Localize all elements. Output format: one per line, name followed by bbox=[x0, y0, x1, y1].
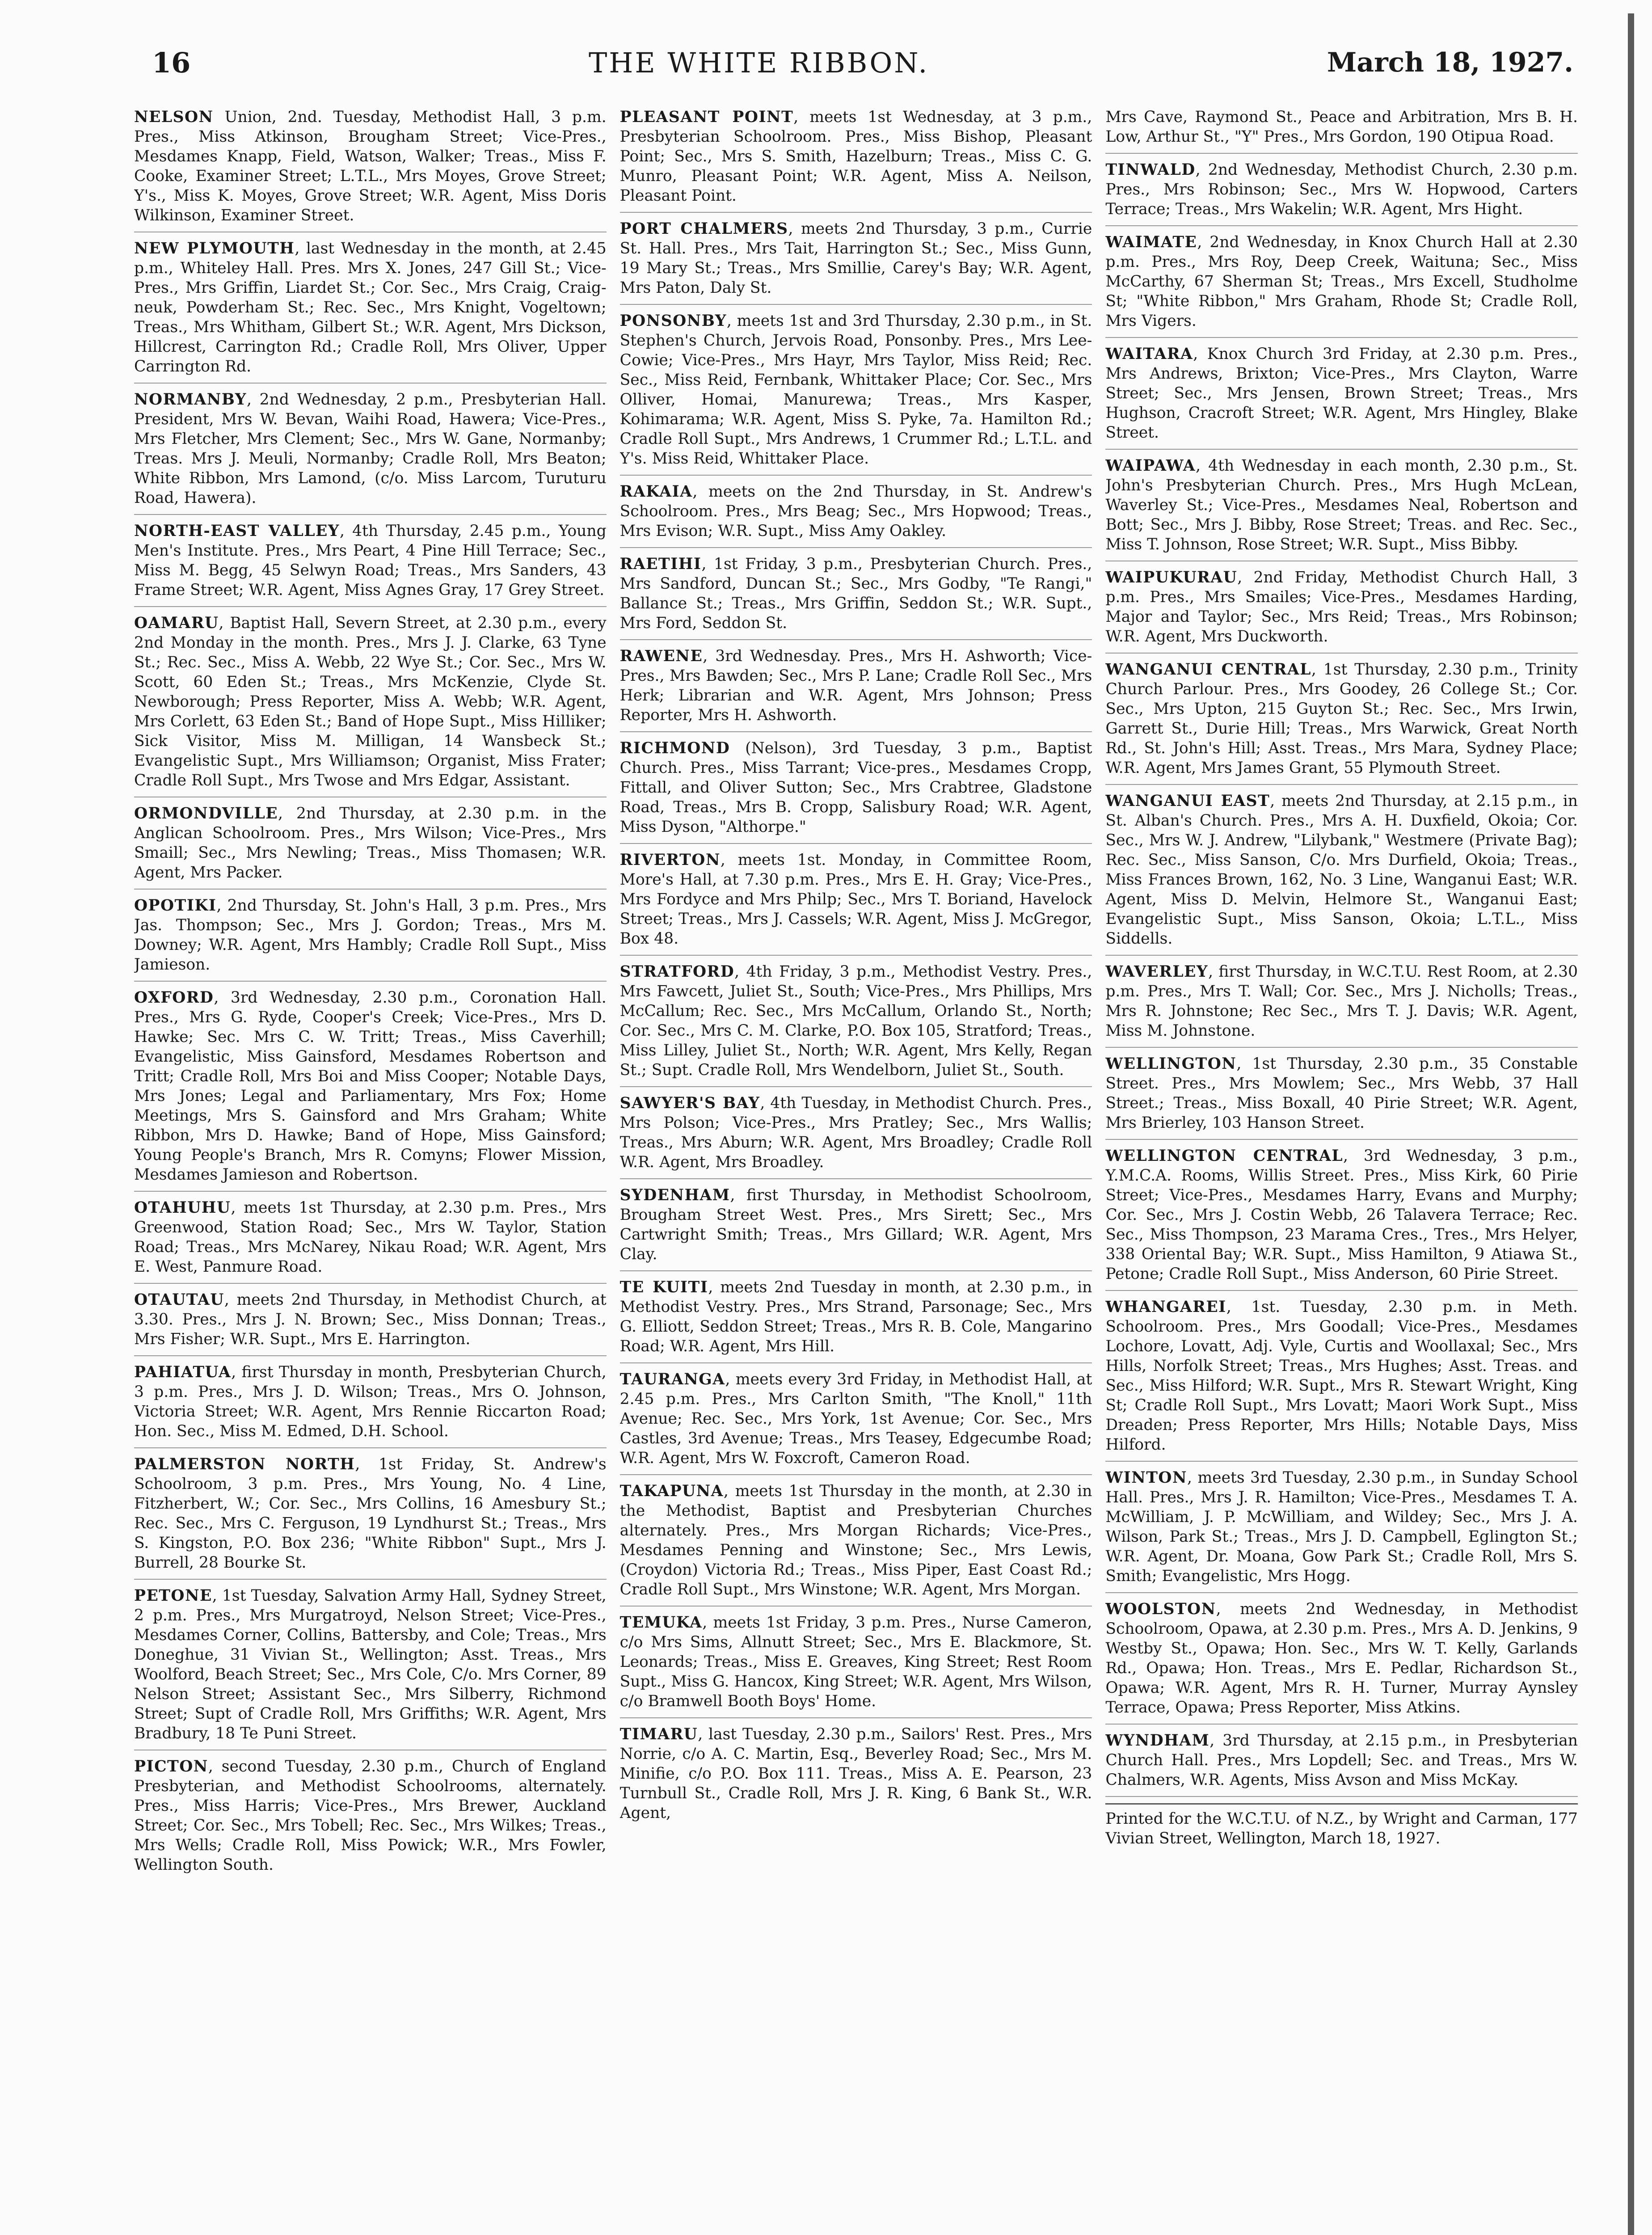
branch-name: NORTH-EAST VALLEY bbox=[134, 522, 340, 540]
branch-name: PONSONBY bbox=[620, 312, 727, 330]
branch-name: TE KUITI bbox=[620, 1278, 708, 1296]
branch-name: NELSON bbox=[134, 108, 214, 126]
branch-entry bbox=[134, 107, 607, 232]
branch-details: , 3rd Wednesday, 3 p.m., Y.M.C.A. Rooms, Willis Street. Pres., Miss Kirk, 60 Pirie Street; Vice-Pres., Mesdames Harry, Evans and Murphy; Cor. Sec., Mrs J. Costin Webb, 26 Talavera Terrace; Rec. Sec., Miss Thompson, 23 Marama Cres., Tres., Mrs Helyer, 338 Oriental Bay; W.R. Supt., Miss Hamilton, 9 Atiawa St., Petone; Cradle Roll Supt., Miss Anderson, 60 Pirie Street. bbox=[1105, 1147, 1578, 1283]
branch-details: , first Thursday, in W.C.T.U. Rest Room, at 2.30 p.m. Pres., Mrs T. Wall; Cor. Sec., Mrs J. Nicholls; Treas., Mrs R. Johnstone; Rec Sec., Mrs T. J. Davis; W.R. Agent, Miss M. Johnstone. bbox=[1105, 963, 1578, 1040]
branch-details: , 1st Thursday, 2.30 p.m., Trinity Church Parlour. Pres., Mrs Goodey, 26 College St.; Cor. Sec., Mrs Upton, 215 Guyton St.; Rec. Sec., Mrs Irwin, Garrett St., Durie Hill; Treas., Mrs Warwick, Great North Rd., St. John's Hill; Asst. Treas., Mrs Mara, Sydney Place; W.R. Agent, Mrs James Grant, 55 Plymouth Street. bbox=[1105, 661, 1578, 777]
branch-details: , meets 1st Thursday, at 2.30 p.m. Pres., Mrs Greenwood, Station Road; Sec., Mrs W. Taylor, Station Road; Treas., Mrs McNarey, Nikau Road; W.R. Agent, Mrs E. West, Panmure Road. bbox=[134, 1199, 607, 1276]
branch-details: , 4th Friday, 3 p.m., Methodist Vestry. Pres., Mrs Fawcett, Juliet St., South; Vice-Pres., Mrs Phillips, Mrs McCallum; Rec. Sec., Mrs McCallum, Orlando St., North; Cor. Sec., Mrs C. M. Clarke, P.O. Box 105, Stratford; Treas., Miss Lilley, Juliet St., North; W.R. Agent, Mrs Kelly, Regan St.; Supt. Cradle Roll, Mrs Wendelborn, Juliet St., South. bbox=[620, 963, 1092, 1079]
branch-entry bbox=[1105, 107, 1578, 154]
branch-details: , 1st Friday, 3 p.m., Presbyterian Church. Pres., Mrs Sandford, Duncan St.; Sec., Mrs Godby, "Te Rangi," Ballance St.; Treas., Mrs Griffin, Seddon St.; W.R. Supt., Mrs Ford, Seddon St. bbox=[620, 555, 1092, 632]
branch-name: SYDENHAM bbox=[620, 1186, 730, 1204]
branch-details: , 4th Wednesday in each month, 2.30 p.m., St. John's Presbyterian Church. Pres., Mrs Hugh McLean, Waverley St.; Vice-Pres., Mesdames Neal, Robertson and Bott; Sec., Mrs J. Bibby, Rose Street; Treas. and Rec. Sec., Miss T. Johnson, Rose Street; W.R. Supt., Miss Bibby. bbox=[1105, 457, 1578, 553]
branch-entry bbox=[134, 1757, 607, 1881]
branch-details: , meets 1st Thursday in the month, at 2.30 in the Methodist, Baptist and Presbyterian Churches alternately. Pres., Mrs Morgan Richards; Vice-Pres., Mesdames Penning and Winstone; Sec., Mrs Lewis, (Croydon) Victoria Rd.; Treas., Miss Piper, East Coast Rd.; Cradle Roll Supt., Mrs Winstone; W.R. Agent, Mrs Morgan. bbox=[620, 1482, 1092, 1598]
page-number: 16 bbox=[152, 46, 191, 79]
branch-details: , 2nd Thursday, at 2.30 p.m. in the Anglican Schoolroom. Pres., Mrs Wilson; Vice-Pres., Mrs Smaill; Sec., Mrs Newling; Treas., Miss Thomasen; W.R. Agent, Mrs Packer. bbox=[134, 805, 607, 881]
branch-entry bbox=[1105, 660, 1578, 785]
branch-name: RAETIHI bbox=[620, 555, 702, 573]
branch-name: PETONE bbox=[134, 1587, 212, 1605]
branch-name: OPOTIKI bbox=[134, 897, 217, 915]
branch-entry bbox=[1105, 456, 1578, 561]
branch-details: , meets 2nd Thursday, in Methodist Church, at 3.30. Pres., Mrs J. N. Brown; Sec., Miss Donnan; Treas., Mrs Fisher; W.R. Supt., Mrs E. Harrington. bbox=[134, 1291, 607, 1348]
branch-details: , 1st. Tuesday, 2.30 p.m. in Meth. Schoolroom. Pres., Mrs Goodall; Vice-Pres., Mesdames Lochore, Lovatt, Adj. Vyle, Curtis and Woollaxal; Sec., Mrs Hills, Norfolk Street; Treas., Mrs Hughes; Asst. Treas. and Sec., Miss Hilford; W.R. Supt., Mrs R. Stewart Wright, King St; Cradle Roll Supt., Mrs Lovatt; Maori Work Supt., Miss Dreaden; Press Reporter, Mrs Hills; Notable Days, Miss Hilford. bbox=[1105, 1298, 1578, 1454]
branch-details: , 2nd Wednesday, in Knox Church Hall at 2.30 p.m. Pres., Mrs Roy, Deep Creek, Waituna; Sec., Miss McCarthy, 67 Sherman St; Treas., Mrs Excell, Studholme St; "White Ribbon," Mrs Graham, Rhode St; Cradle Roll, Mrs Vigers. bbox=[1105, 233, 1578, 330]
branch-entry bbox=[134, 613, 607, 797]
branch-name: WAVERLEY bbox=[1105, 963, 1209, 981]
branch-name: NEW PLYMOUTH bbox=[134, 240, 295, 257]
branch-name: WOOLSTON bbox=[1105, 1600, 1216, 1618]
branch-name: OTAHUHU bbox=[134, 1199, 231, 1217]
branch-entry bbox=[134, 1362, 607, 1448]
branch-details: , meets 1st and 3rd Thursday, 2.30 p.m., in St. Stephen's Church, Jervois Road, Ponsonby. Pres., Mrs Lee-Cowie; Vice-Pres., Mrs Hayr, Mrs Taylor, Miss Reid; Rec. Sec., Miss Reid, Fernbank, Whittaker Place; Cor. Sec., Mrs Olliver, Homai, Manurewa; Treas., Mrs Kasper, Kohimarama; W.R. Agent, Miss S. Pyke, 7a. Hamilton Rd.; Cradle Roll Supt., Mrs Andrews, 1 Crummer Rd.; L.T.L. and Y's. Miss Reid, Whittaker Place. bbox=[620, 312, 1092, 468]
branch-name: WANGANUI EAST bbox=[1105, 792, 1270, 810]
branch-details: , first Thursday in month, Presbyterian Church, 3 p.m. Pres., Mrs J. D. Wilson; Treas., Mrs O. Johnson, Victoria Street; W.R. Agent, Mrs Rennie Riccarton Road; Hon. Sec., Miss M. Edmed, D.H. School. bbox=[134, 1363, 607, 1440]
branch-details: , meets 2nd Thursday, 3 p.m., Currie St. Hall. Pres., Mrs Tait, Harrington St.; Sec., Miss Gunn, 19 Mary St.; Treas., Mrs Smillie, Carey's Bay; W.R. Agent, Mrs Paton, Daly St. bbox=[620, 220, 1092, 297]
branch-entry bbox=[1105, 1468, 1578, 1593]
branch-details: , meets 2nd Wednesday, in Methodist Schoolroom, Opawa, at 2.30 p.m. Pres., Mrs A. D. Jenkins, 9 Westby St., Opawa; Hon. Sec., Mrs W. T. Kelly, Garlands Rd., Opawa; Hon. Treas., Mrs E. Pedlar, Richardson St., Opawa; W.R. Agent, Mrs R. H. Turner, Murray Aynsley Terrace, Opawa; Press Reporter, Miss Atkins. bbox=[1105, 1600, 1578, 1716]
branch-details: , Knox Church 3rd Friday, at 2.30 p.m. Pres., Mrs Andrews, Brixton; Vice-Pres., Mrs Clayton, Warre Street; Sec., Mrs Jensen, Brown Street; Treas., Mrs Hughson, Cracroft Street; W.R. Agent, Mrs Hingley, Blake Street. bbox=[1105, 345, 1578, 442]
branch-entry bbox=[134, 239, 607, 384]
branch-name: PLEASANT POINT bbox=[620, 108, 794, 126]
branch-entry bbox=[620, 1613, 1092, 1718]
directory-columns bbox=[134, 107, 1578, 2235]
branch-details: , meets 3rd Tuesday, 2.30 p.m., in Sunday School Hall. Pres., Mrs J. R. Hamilton; Vice-Pres., Mesdames T. A. McWilliam, J. P. McWilliam, and Wildey; Sec., Mrs J. A. Wilson, Park St.; Treas., Mrs J. D. Campbell, Eglington St.; W.R. Agent, Dr. Moana, Gow Park St.; Cradle Roll, Mrs S. Smith; Evangelistic, Mrs Hogg. bbox=[1105, 1469, 1578, 1585]
branch-entry bbox=[620, 1278, 1092, 1363]
branch-name: TEMUKA bbox=[620, 1614, 703, 1632]
branch-entry bbox=[620, 554, 1092, 640]
branch-entry bbox=[1105, 1297, 1578, 1462]
printer-imprint: Printed for the W.C.T.U. of N.Z., by Wright and Carman, 177 Vivian Street, Wellington, March 18, 1927. bbox=[1105, 1803, 1578, 1848]
branch-details: , 2nd Friday, Methodist Church Hall, 3 p.m. Pres., Mrs Smailes; Vice-Pres., Mesdames Harding, Major and Taylor; Sec., Mrs Reid; Treas., Mrs Robinson; W.R. Agent, Mrs Duckworth. bbox=[1105, 569, 1578, 645]
branch-name: TAKAPUNA bbox=[620, 1482, 724, 1500]
branch-entry bbox=[1105, 962, 1578, 1048]
branch-details: , meets 1st Friday, 3 p.m. Pres., Nurse Cameron, c/o Mrs Sims, Allnutt Street; Sec., Mrs E. Blackmore, St. Leonards; Treas., Miss E. Greaves, King Street; Rest Room Supt., Miss G. Hancox, King Street; W.R. Agent, Mrs Wilson, c/o Bramwell Booth Boys' Home. bbox=[620, 1614, 1092, 1710]
branch-name: WAIPUKURAU bbox=[1105, 569, 1238, 586]
branch-name: RAKAIA bbox=[620, 483, 693, 501]
branch-entry bbox=[1105, 160, 1578, 226]
branch-entry bbox=[1105, 1054, 1578, 1140]
branch-name: WANGANUI CENTRAL bbox=[1105, 661, 1311, 679]
branch-entry bbox=[1105, 232, 1578, 338]
branch-details: , last Tuesday, 2.30 p.m., Sailors' Rest. Pres., Mrs Norrie, c/o A. C. Martin, Esq., Beverley Road; Sec., Mrs M. Minifie, c/o P.O. Box 111. Treas., Miss A. E. Pearson, 23 Turnbull St., Cradle Roll, Mrs J. R. King, 6 Bank St., W.R. Agent, bbox=[620, 1725, 1092, 1822]
branch-entry bbox=[134, 896, 607, 982]
branch-name: TIMARU bbox=[620, 1725, 698, 1743]
branch-details: , first Thursday, in Methodist Schoolroom, Brougham Street West. Pres., Mrs Sirett; Sec., Mrs Cartwright Smith; Treas., Mrs Gillard; W.R. Agent, Mrs Clay. bbox=[620, 1186, 1092, 1263]
branch-details: , meets 2nd Thursday, at 2.15 p.m., in St. Alban's Church. Pres., Mrs A. H. Duxfield, Okoia; Cor. Sec., Mrs W. J. Andrew, "Lilybank," Westmere (Private Bag); Rec. Sec., Miss Sanson, C/o. Mrs Durfield, Okoia; Treas., Miss Frances Brown, 162, No. 3 Line, Wanganui East; W.R. Agent, Miss D. Melvin, Helmore St., Wanganui East; Evangelistic Supt., Miss Sanson, Okoia; L.T.L., Miss Siddells. bbox=[1105, 792, 1578, 948]
branch-entry bbox=[134, 390, 607, 515]
branch-entry bbox=[620, 738, 1092, 844]
column-1 bbox=[134, 107, 607, 2235]
branch-entry bbox=[620, 850, 1092, 956]
branch-details: , 2nd Wednesday, Methodist Church, 2.30 p.m. Pres., Mrs Robinson; Sec., Mrs W. Hopwood, Carters Terrace; Treas., Mrs Wakelin; W.R. Agent, Mrs Hight. bbox=[1105, 161, 1578, 218]
branch-details: , 1st Friday, St. Andrew's Schoolroom, 3 p.m. Pres., Mrs Young, No. 4 Line, Fitzherbert, W.; Cor. Sec., Mrs Collins, 16 Amesbury St.; Rec. Sec., Mrs C. Ferguson, 19 Lyndhurst St.; Treas., Mrs S. Kingston, P.O. Box 236; "White Ribbon" Supt., Mrs J. Burrell, 28 Bourke St. bbox=[134, 1455, 607, 1572]
branch-name: ORMONDVILLE bbox=[134, 805, 278, 822]
branch-entry bbox=[620, 1093, 1092, 1179]
branch-name: PORT CHALMERS bbox=[620, 220, 788, 238]
branch-entry bbox=[620, 1370, 1092, 1475]
branch-entry bbox=[1105, 1599, 1578, 1725]
branch-details: , meets on the 2nd Thursday, in St. Andrew's Schoolroom. Pres., Mrs Beag; Sec., Mrs Hopwood; Treas., Mrs Evison; W.R. Supt., Miss Amy Oakley. bbox=[620, 483, 1092, 540]
branch-name: TAURANGA bbox=[620, 1371, 725, 1388]
branch-name: OXFORD bbox=[134, 989, 214, 1007]
branch-details: , 4th Tuesday, in Methodist Church. Pres., Mrs Polson; Vice-Pres., Mrs Pratley; Sec., Mrs Wallis; Treas., Mrs Aburn; W.R. Agent, Mrs Broadley; Cradle Roll W.R. Agent, Mrs Broadley. bbox=[620, 1094, 1092, 1171]
branch-name: OAMARU bbox=[134, 614, 219, 632]
branch-entry bbox=[620, 311, 1092, 476]
branch-entry bbox=[620, 482, 1092, 548]
branch-details: (Nelson), 3rd Tuesday, 3 p.m., Baptist Church. Pres., Miss Tarrant; Vice-pres., Mesdames Cropp, Fittall, and Oliver Sutton; Sec., Mrs Crabtree, Gladstone Road, Treas., Mrs B. Cropp, Salisbury Road; W.R. Agent, Miss Dyson, "Althorpe." bbox=[620, 739, 1092, 836]
branch-entry bbox=[620, 107, 1092, 213]
branch-entry bbox=[620, 1185, 1092, 1271]
branch-name: SAWYER'S BAY bbox=[620, 1094, 760, 1112]
branch-details: , 1st Thursday, 2.30 p.m., 35 Constable Street. Pres., Mrs Mowlem; Sec., Mrs Webb, 37 Hall Street.; Treas., Miss Boxall, 40 Pirie Street; W.R. Agent, Mrs Brierley, 103 Hanson Street. bbox=[1105, 1055, 1578, 1132]
branch-details: , 2nd Wednesday, 2 p.m., Presbyterian Hall. President, Mrs W. Bevan, Waihi Road, Hawera; Vice-Pres., Mrs Fletcher, Mrs Clement; Sec., Mrs W. Gane, Normanby; Treas. Mrs J. Meuli, Normanby; Cradle Roll, Mrs Beaton; White Ribbon, Mrs Lamond, (c/o. Miss Larcom, Turuturu Road, Hawera). bbox=[134, 391, 607, 507]
branch-entry bbox=[1105, 1731, 1578, 1797]
page-edge-right bbox=[1628, 13, 1634, 2235]
branch-entry bbox=[620, 962, 1092, 1087]
branch-entry bbox=[134, 1455, 607, 1580]
branch-entry bbox=[134, 1198, 607, 1284]
branch-details: , 3rd Thursday, at 2.15 p.m., in Presbyterian Church Hall. Pres., Mrs Lopdell; Sec. and Treas., Mrs W. Chalmers, W.R. Agents, Miss Avson and Miss McKay. bbox=[1105, 1732, 1578, 1789]
branch-name: WELLINGTON bbox=[1105, 1055, 1237, 1073]
branch-details: , 2nd Thursday, St. John's Hall, 3 p.m. Pres., Mrs Jas. Thompson; Sec., Mrs J. Gordon; Treas., Mrs M. Downey; W.R. Agent, Mrs Hambly; Cradle Roll Supt., Miss Jamieson. bbox=[134, 897, 607, 974]
branch-details: , meets 1st. Monday, in Committee Room, More's Hall, at 7.30 p.m. Pres., Mrs E. H. Gray; Vice-Pres., Mrs Fordyce and Mrs Philp; Sec., Mrs T. Boriand, Havelock Street; Treas., Mrs J. Cassels; W.R. Agent, Miss J. McGregor, Box 48. bbox=[620, 851, 1092, 948]
branch-entry bbox=[134, 804, 607, 890]
branch-entry bbox=[134, 988, 607, 1192]
branch-entry bbox=[620, 1481, 1092, 1607]
branch-details: , Baptist Hall, Severn Street, at 2.30 p.m., every 2nd Monday in the month. Pres., Mrs J. J. Clarke, 63 Tyne St.; Rec. Sec., Miss A. Webb, 22 Wye St.; Cor. Sec., Mrs W. Scott, 60 Eden St.; Treas., Mrs McKenzie, Clyde St. Newborough; Press Reporter, Miss A. Webb; W.R. Agent, Mrs Corlett, 63 Eden St.; Band of Hope Supt., Miss Hilliker; Sick Visitor, Miss M. Milligan, 14 Wansbeck St.; Evangelistic Supt., Mrs Williamson; Organist, Miss Frater; Cradle Roll Supt., Mrs Twose and Mrs Edgar, Assistant. bbox=[134, 614, 607, 789]
branch-entry bbox=[134, 521, 607, 607]
issue-date: March 18, 1927. bbox=[1327, 47, 1573, 78]
branch-entry bbox=[620, 646, 1092, 732]
branch-entry bbox=[1105, 568, 1578, 654]
column-2 bbox=[620, 107, 1092, 2235]
branch-details: , meets 2nd Tuesday in month, at 2.30 p.m., in Methodist Vestry. Pres., Mrs Strand, Parsonage; Sec., Mrs G. Elliott, Seddon Street; Treas., Mrs R. B. Cole, Mangarino Road; W.R. Agent, Mrs Hill. bbox=[620, 1278, 1092, 1355]
branch-details: , 1st Tuesday, Salvation Army Hall, Sydney Street, 2 p.m. Pres., Mrs Murgatroyd, Nelson Street; Vice-Pres., Mesdames Corner, Collins, Battersby, and Cole; Treas., Mrs Doneghue, 31 Vivian St., Wellington; Asst. Treas., Mrs Woolford, Beach Street; Sec., Mrs Cole, C/o. Mrs Corner, 89 Nelson Street; Assistant Sec., Mrs Silberry, Richmond Street; Supt of Cradle Roll, Mrs Griffiths; W.R. Agent, Mrs Bradbury, 18 Te Puni Street. bbox=[134, 1587, 607, 1742]
branch-details: , 3rd Wednesday. Pres., Mrs H. Ashworth; Vice-Pres., Mrs Bawden; Sec., Mrs P. Lane; Cradle Roll Sec., Mrs Herk; Librarian and W.R. Agent, Mrs Johnson; Press Reporter, Mrs H. Ashworth. bbox=[620, 647, 1092, 724]
branch-name: STRATFORD bbox=[620, 963, 735, 981]
branch-details: , meets 1st Wednesday, at 3 p.m., Presbyterian Schoolroom. Pres., Miss Bishop, Pleasant Point; Sec., Mrs S. Smith, Hazelburn; Treas., Miss C. G. Munro, Pleasant Point; W.R. Agent, Miss A. Neilson, Pleasant Point. bbox=[620, 108, 1092, 205]
branch-name: WELLINGTON CENTRAL bbox=[1105, 1147, 1343, 1165]
branch-details: , second Tuesday, 2.30 p.m., Church of England Presbyterian, and Methodist Schoolrooms, alternately. Pres., Miss Harris; Vice-Pres., Mrs Brewer, Auckland Street; Cor. Sec., Mrs Tobell; Rec. Sec., Mrs Wilkes; Treas., Mrs Wells; Cradle Roll, Miss Powick; W.R., Mrs Fowler, Wellington South. bbox=[134, 1758, 607, 1874]
branch-details: , 4th Thursday, 2.45 p.m., Young Men's Institute. Pres., Mrs Peart, 4 Pine Hill Terrace; Sec., Miss M. Begg, 45 Selwyn Road; Treas., Mrs Sanders, 43 Frame Street; W.R. Agent, Miss Agnes Gray, 17 Grey Street. bbox=[134, 522, 607, 599]
branch-name: PICTON bbox=[134, 1758, 208, 1775]
branch-name: WYNDHAM bbox=[1105, 1732, 1210, 1750]
branch-entry bbox=[134, 1290, 607, 1356]
branch-name: WAITARA bbox=[1105, 345, 1193, 363]
branch-name: WINTON bbox=[1105, 1469, 1188, 1487]
branch-entry bbox=[620, 1725, 1092, 1829]
branch-name: PAHIATUA bbox=[134, 1363, 232, 1381]
page-header bbox=[152, 42, 1573, 83]
branch-name: RIVERTON bbox=[620, 851, 721, 869]
branch-name: WAIPAWA bbox=[1105, 457, 1196, 475]
branch-details: , last Wednesday in the month, at 2.45 p.m., Whiteley Hall. Pres. Mrs X. Jones, 247 Gill St.; Vice-Pres., Mrs Griffin, Liardet St.; Cor. Sec., Mrs Craig, Craig-neuk, Powderham St.; Rec. Sec., Mrs Knight, Vogeltown; Treas., Mrs Whitham, Gilbert St.; W.R. Agent, Mrs Dickson, Hillcrest, Carrington Rd.; Cradle Roll, Mrs Oliver, Upper Carrington Rd. bbox=[134, 240, 607, 375]
branch-name: TINWALD bbox=[1105, 161, 1196, 179]
branch-entry bbox=[1105, 344, 1578, 450]
branch-name: WAIMATE bbox=[1105, 233, 1197, 251]
column-3 bbox=[1105, 107, 1578, 2235]
branch-entry bbox=[620, 219, 1092, 305]
branch-name: WHANGAREI bbox=[1105, 1298, 1226, 1316]
branch-details: , meets every 3rd Friday, in Methodist Hall, at 2.45 p.m. Pres., Mrs Carlton Smith, "The Knoll," 11th Avenue; Rec. Sec., Mrs York, 1st Avenue; Cor. Sec., Mrs Castles, 3rd Avenue; Treas., Mrs Teasey, Edgecumbe Road; W.R. Agent, Mrs W. Foxcroft, Cameron Road. bbox=[620, 1371, 1092, 1467]
branch-name: NORMANBY bbox=[134, 391, 247, 409]
branch-name: RAWENE bbox=[620, 647, 703, 665]
branch-name: OTAUTAU bbox=[134, 1291, 224, 1309]
branch-details: , 3rd Wednesday, 2.30 p.m., Coronation Hall. Pres., Mrs G. Ryde, Cooper's Creek; Vice-Pres., Mrs D. Hawke; Sec. Mrs C. W. Tritt; Treas., Miss Caverhill; Evangelistic, Miss Gainsford, Mesdames Robertson and Tritt; Cradle Roll, Mrs Boi and Miss Cooper; Notable Days, Mrs Jones; Legal and Parliamentary, Mrs Fox; Home Meetings, Mrs S. Gainsford and Mrs Graham; White Ribbon, Mrs D. Hawke; Band of Hope, Miss Gainsford; Young People's Branch, Mrs R. Comyns; Flower Mission, Mesdames Jamieson and Robertson. bbox=[134, 989, 607, 1184]
branch-details: Union, 2nd. Tuesday, Methodist Hall, 3 p.m. Pres., Miss Atkinson, Brougham Street; Vice-Pres., Mesdames Knapp, Field, Watson, Walker; Treas., Miss F. Cooke, Examiner Street; L.T.L., Mrs Moyes, Grove Street; Y's., Miss K. Moyes, Grove Street; W.R. Agent, Miss Doris Wilkinson, Examiner Street. bbox=[134, 108, 607, 224]
branch-entry bbox=[1105, 1146, 1578, 1291]
branch-entry bbox=[134, 1586, 607, 1750]
branch-name: PALMERSTON NORTH bbox=[134, 1455, 355, 1473]
branch-entry bbox=[1105, 791, 1578, 956]
branch-name: RICHMOND bbox=[620, 739, 730, 757]
branch-details: Mrs Cave, Raymond St., Peace and Arbitration, Mrs B. H. Low, Arthur St., "Y" Pres., Mrs Gordon, 190 Otipua Road. bbox=[1105, 108, 1578, 146]
masthead-title: THE WHITE RIBBON. bbox=[588, 46, 929, 79]
